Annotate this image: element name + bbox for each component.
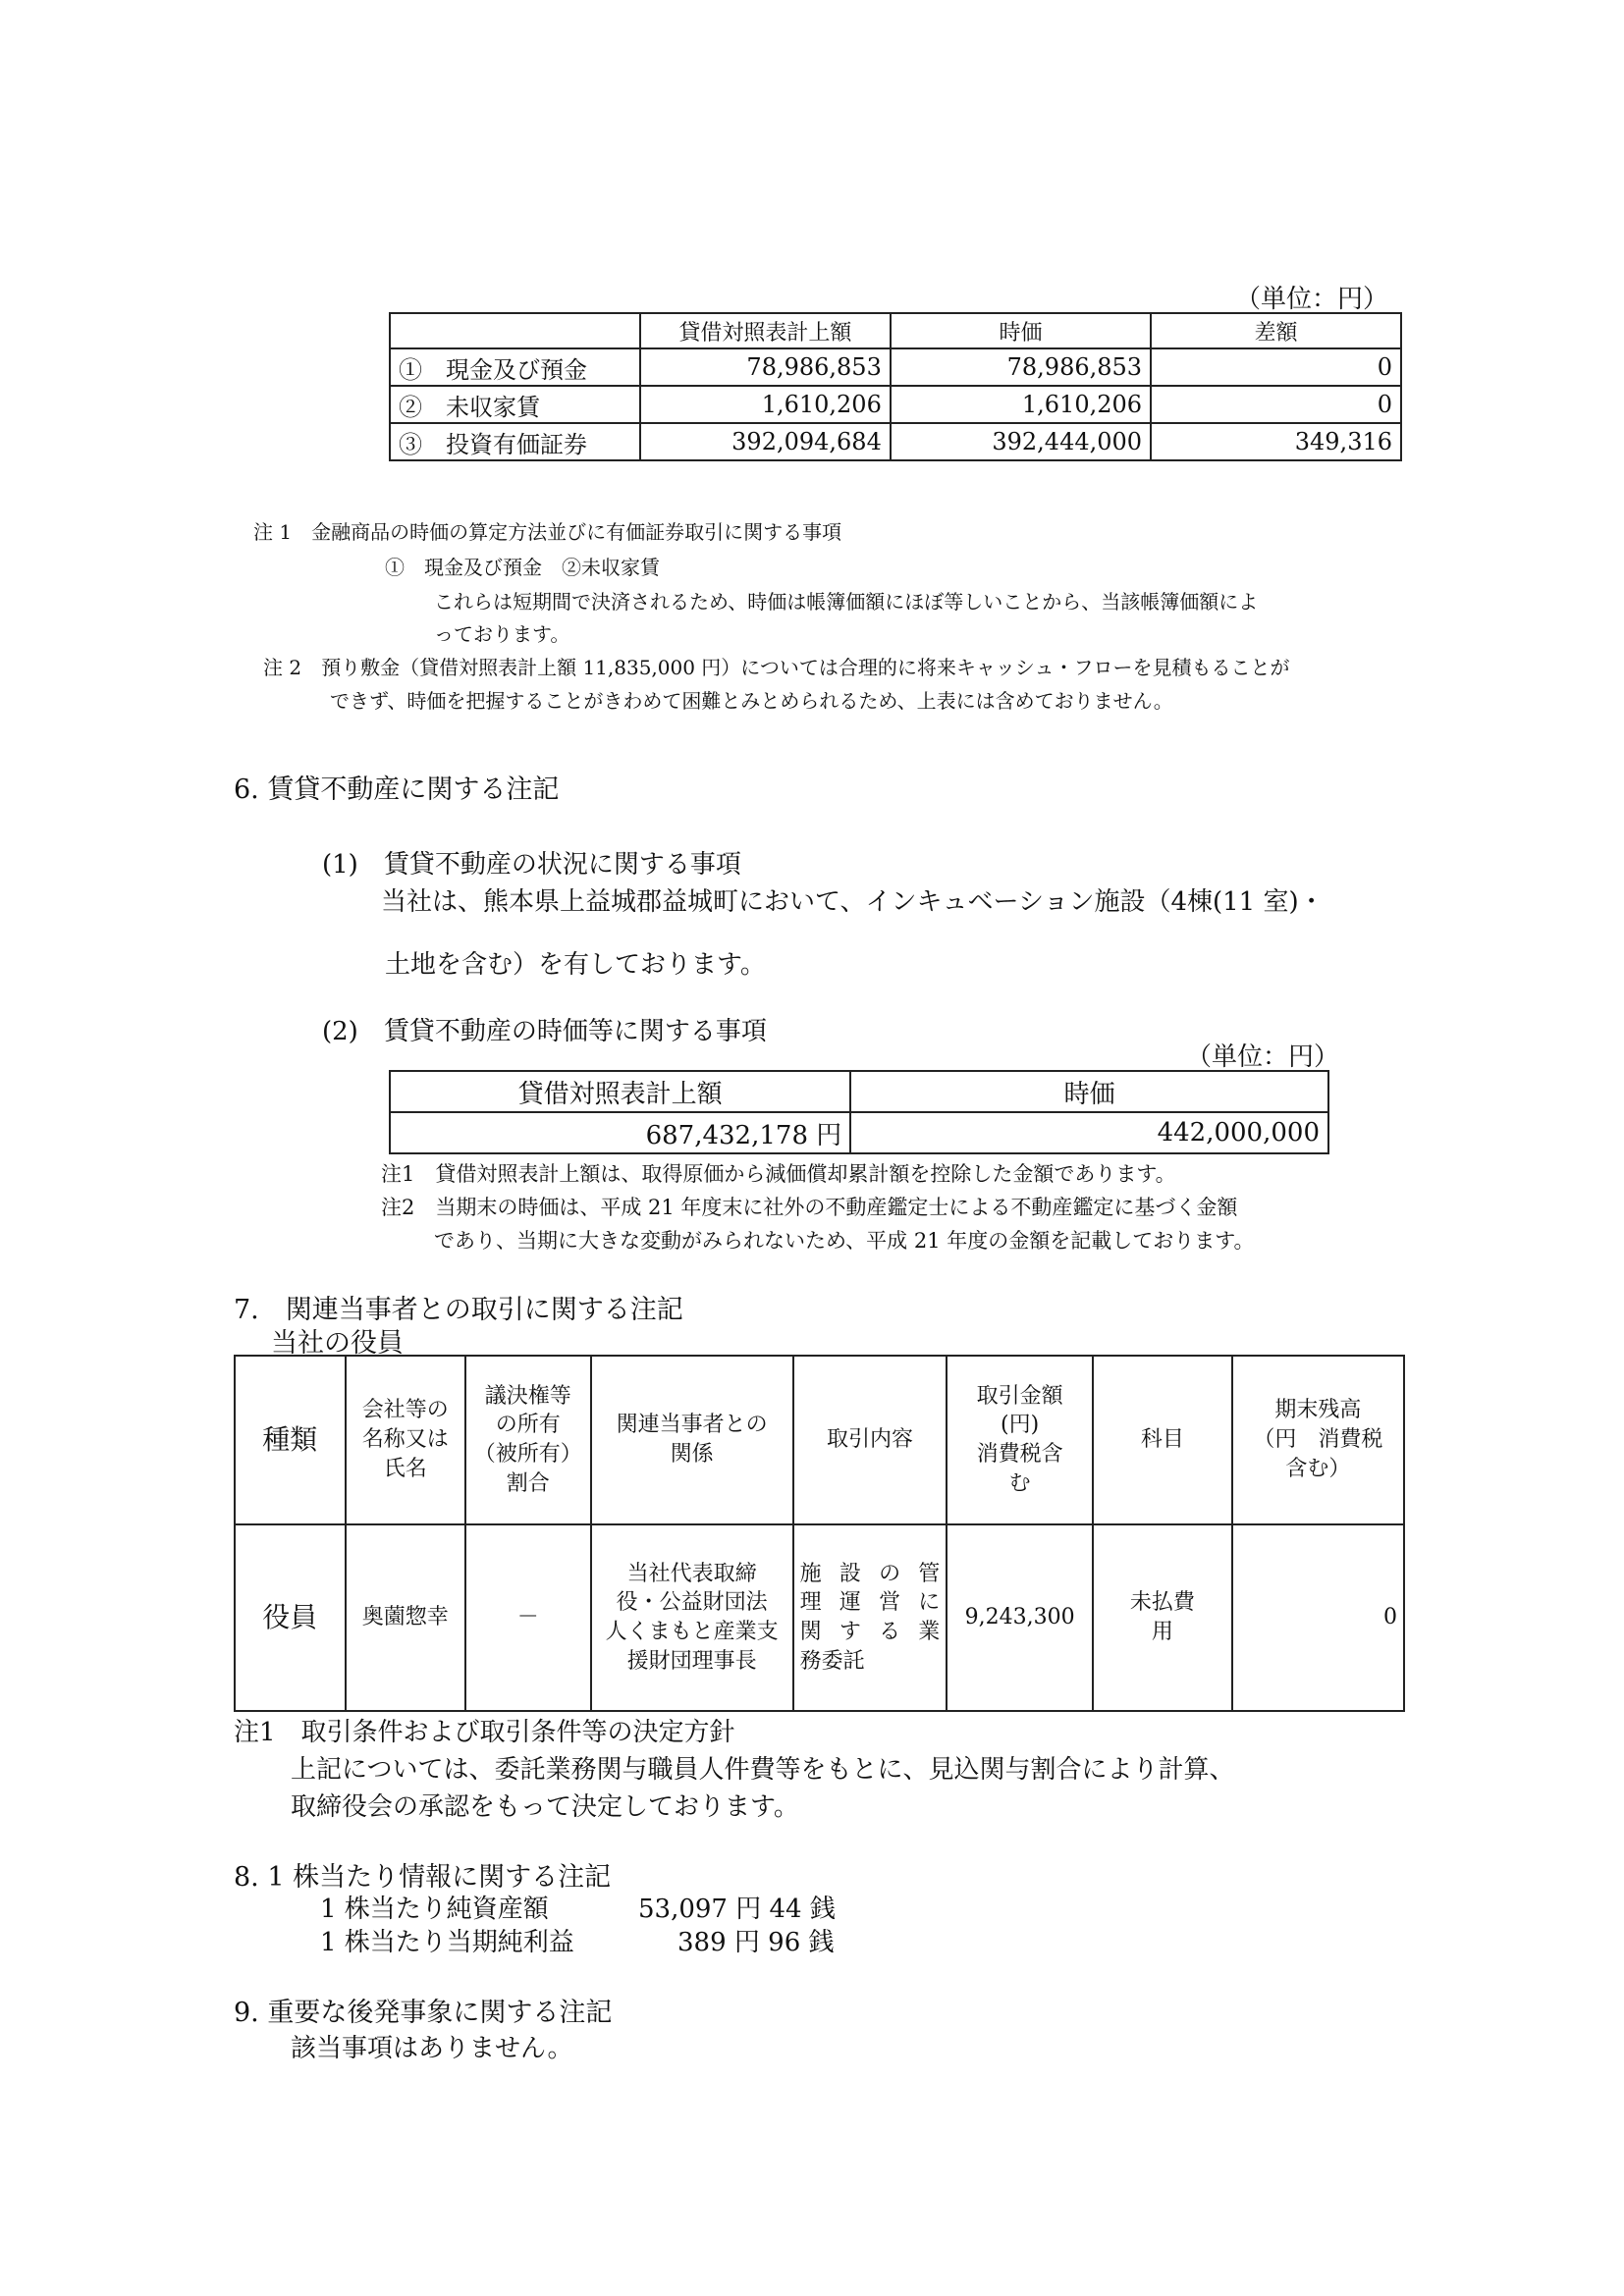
note-1-body: これらは短期間で決済されるため、時価は帳簿価額にほぼ等しいことから、当該帳簿価額によ [434, 590, 1259, 614]
cell-account [1093, 1524, 1232, 1711]
header-type: 種類 [235, 1356, 346, 1524]
note-2: できず、時価を把握することがきわめて困難とみとめられるため、上表には含めておりません。 [330, 689, 1173, 713]
section-7-note-body: 取締役会の承認をもって決定しております。 [291, 1792, 799, 1822]
cell-line: 未払費 [1129, 1590, 1195, 1616]
section-7-note-title: 注1 取引条件および取引条件等の決定方針 [234, 1718, 735, 1747]
fair-value: 442,000,000 [850, 1112, 1328, 1153]
rental-note-1: 注1 貸借対照表計上額は、取得原価から減価償却累計額を控除した金額であります。 [381, 1162, 1176, 1186]
section-7-subtitle: 当社の役員 [271, 1328, 404, 1359]
subsection-2-title: (2) 賃貸不動産の時価等に関する事項 [322, 1017, 767, 1046]
table-row [390, 348, 1401, 386]
section-8-title: 8. 1 株当たり情報に関する注記 [234, 1862, 612, 1893]
book-value: 392,094,684 [640, 423, 891, 460]
per-share-label: 1 株当たり純資産額 [320, 1895, 549, 1924]
section-6-title: 6. 賃貸不動産に関する注記 [234, 774, 560, 805]
header-balance [1232, 1356, 1404, 1524]
header-line: 関連当事者との [616, 1413, 768, 1438]
cell-line: 援財団理事長 [626, 1648, 757, 1674]
book-value: 78,986,853 [640, 348, 891, 386]
note-2: 注 2 預り敷金（貸借対照表計上額 11,835,000 円）については合理的に将来キャッシュ・フローを見積もることが [263, 656, 1290, 679]
header-account: 科目 [1093, 1356, 1232, 1524]
related-party-table [234, 1355, 1405, 1712]
header-line: 割合 [506, 1470, 550, 1496]
header-line: 議決権等 [484, 1383, 571, 1409]
cell-amount: 9,243,300 [947, 1524, 1093, 1711]
cell-line: 人くまもと産業支 [605, 1620, 779, 1644]
row-label: ③ 投資有価証券 [390, 423, 640, 460]
section-9-title: 9. 重要な後発事象に関する注記 [234, 1998, 613, 2028]
cell-type: 役員 [235, 1524, 346, 1711]
cell-line: 当社代表取締 [626, 1561, 757, 1586]
rental-note-2: 注2 当期末の時価は、平成 21 年度末に社外の不動産鑑定士による不動産鑑定に基づく金額 [381, 1196, 1238, 1219]
table-row [390, 423, 1401, 460]
rental-property-table [389, 1070, 1329, 1154]
table-row [390, 1112, 1328, 1153]
per-share-label: 1 株当たり当期純利益 [320, 1928, 574, 1957]
unit-label: （単位：円） [1186, 1042, 1340, 1072]
difference: 0 [1151, 386, 1401, 423]
header-line: (円) [1001, 1413, 1040, 1438]
cell-name: 奥薗惣幸 [346, 1524, 465, 1711]
header-relation [591, 1356, 793, 1524]
table-row [390, 386, 1401, 423]
header-line: の所有 [495, 1413, 561, 1438]
financial-instruments-table [389, 312, 1402, 461]
table-header: 貸借対照表計上額 [390, 1071, 850, 1112]
header-line: む [1008, 1470, 1031, 1496]
header-line: 取引金額 [976, 1383, 1063, 1409]
section-7-note-body: 上記については、委託業務関与職員人件費等をもとに、見込関与割合により計算、 [291, 1755, 1235, 1785]
cell-line: 理運営に [799, 1590, 941, 1616]
unit-label: （単位：円） [1235, 285, 1389, 314]
fair-value: 78,986,853 [891, 348, 1151, 386]
difference: 0 [1151, 348, 1401, 386]
header-line: 名称又は [361, 1427, 449, 1453]
table-header [390, 313, 640, 348]
cell-content [793, 1524, 947, 1711]
header-line: （円 消費税 [1253, 1427, 1383, 1453]
rental-note-2: であり、当期に大きな変動がみられないため、平成 21 年度の金額を記載しております。 [434, 1229, 1255, 1253]
book-value: 687,432,178 円 [390, 1112, 850, 1153]
table-header: 時価 [850, 1071, 1328, 1112]
fair-value: 392,444,000 [891, 423, 1151, 460]
header-name [346, 1356, 465, 1524]
fair-value: 1,610,206 [891, 386, 1151, 423]
cell-line: 務委託 [799, 1648, 865, 1674]
note-1-title: 注 1 金融商品の時価の算定方法並びに有価証券取引に関する事項 [253, 520, 842, 544]
cell-line: 役・公益財団法 [616, 1590, 768, 1616]
section-9-body: 該当事項はありません。 [291, 2034, 573, 2063]
header-line: 関係 [670, 1442, 714, 1467]
per-share-value: 389 円 96 銭 [677, 1928, 835, 1957]
header-content: 取引内容 [793, 1356, 947, 1524]
subsection-1-title: (1) 賃貸不動産の状況に関する事項 [322, 850, 741, 880]
subsection-1-body: 当社は、熊本県上益城郡益城町において、インキュベーション施設（4棟(11 室)・ [381, 887, 1325, 917]
header-line: 会社等の [361, 1398, 449, 1423]
cell-vote: － [465, 1524, 591, 1711]
table-header: 貸借対照表計上額 [640, 313, 891, 348]
header-line: 消費税含 [976, 1442, 1063, 1467]
cell-relation [591, 1524, 793, 1711]
header-line: 期末残高 [1274, 1398, 1362, 1423]
difference: 349,316 [1151, 423, 1401, 460]
cell-balance: 0 [1232, 1524, 1404, 1711]
header-line: 含む） [1285, 1456, 1351, 1481]
header-voting [465, 1356, 591, 1524]
header-line: （被所有） [473, 1442, 582, 1467]
cell-line: 用 [1151, 1620, 1173, 1644]
header-line: 氏名 [383, 1456, 427, 1481]
cell-line: 施設の管 [799, 1561, 941, 1586]
row-label: ① 現金及び預金 [390, 348, 640, 386]
note-1-body: っております。 [434, 622, 570, 646]
section-7-title: 7. 関連当事者との取引に関する注記 [234, 1295, 683, 1325]
note-1-sub: ① 現金及び預金 ②未収家賃 [385, 556, 660, 579]
table-row [235, 1524, 1404, 1711]
table-header: 時価 [891, 313, 1151, 348]
per-share-value: 53,097 円 44 銭 [638, 1895, 836, 1924]
header-amount [947, 1356, 1093, 1524]
cell-line: 関する業 [799, 1620, 941, 1644]
subsection-1-body: 土地を含む）を有しております。 [385, 950, 766, 980]
table-header: 差額 [1151, 313, 1401, 348]
row-label: ② 未収家賃 [390, 386, 640, 423]
book-value: 1,610,206 [640, 386, 891, 423]
